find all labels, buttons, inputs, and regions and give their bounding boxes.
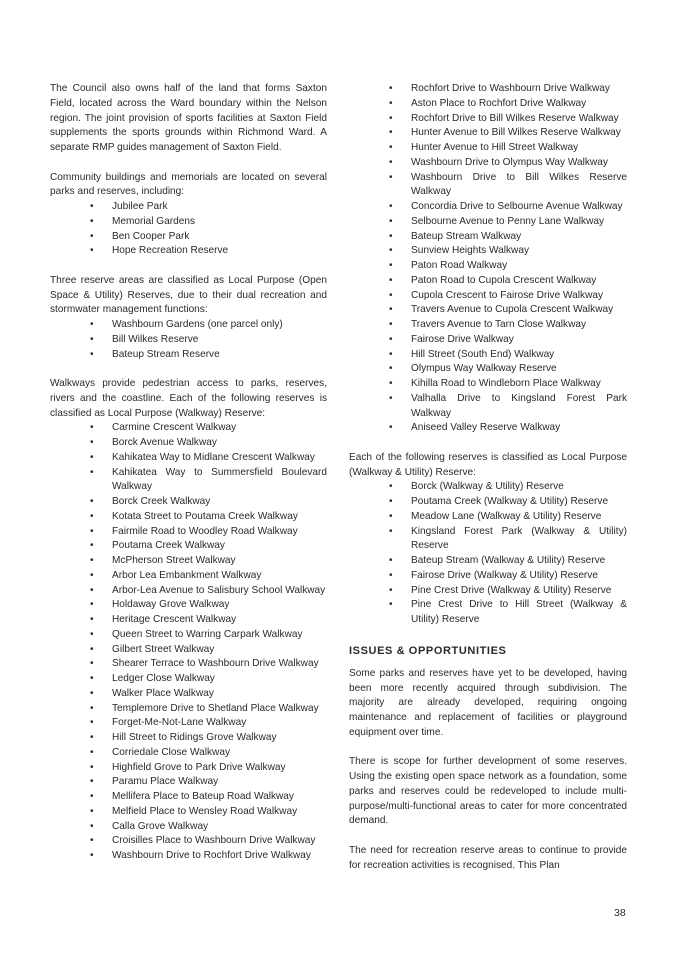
list-item: • Borck (Walkway & Utility) Reserve	[349, 480, 627, 495]
paragraph-local-purpose: Three reserve areas are classified as Local Purpose (Open Space & Utility) Reserves, due to their dual recreation and stormwater management functions:	[50, 274, 327, 316]
list-item: • Hill Street to Ridings Grove Walkway	[50, 731, 327, 746]
list-item: • Ben Cooper Park	[50, 230, 327, 245]
list-item: • Hill Street (South End) Walkway	[349, 348, 627, 363]
list-item: • Valhalla Drive to Kingsland Forest Park Walkway	[349, 392, 627, 422]
left-column	[50, 82, 327, 864]
list-item: • Poutama Creek (Walkway & Utility) Reserve	[349, 495, 627, 510]
right-column	[349, 82, 627, 873]
list-item: • Hunter Avenue to Hill Street Walkway	[349, 141, 627, 156]
spacer	[349, 628, 627, 642]
list-item: • Poutama Creek Walkway	[50, 539, 327, 554]
list-item: • Kihilla Road to Windleborn Place Walkway	[349, 377, 627, 392]
list-item: • Jubilee Park	[50, 200, 327, 215]
list-item: • Concordia Drive to Selbourne Avenue Walkway	[349, 200, 627, 215]
list-item: • Aston Place to Rochfort Drive Walkway	[349, 97, 627, 112]
list-item: • Bateup Stream Reserve	[50, 348, 327, 363]
list-item: • Fairmile Road to Woodley Road Walkway	[50, 525, 327, 540]
paragraph-walkways: Walkways provide pedestrian access to parks, reserves, rivers and the coastline. Each of the following reserves is classified as Local Purpose (Walkway) Reserve:	[50, 378, 327, 419]
list-item: • Ledger Close Walkway	[50, 672, 327, 687]
list-item: • Shearer Terrace to Washbourn Drive Walkway	[50, 657, 327, 672]
list-item: • Highfield Grove to Park Drive Walkway	[50, 761, 327, 776]
list-item: • Borck Avenue Walkway	[50, 436, 327, 451]
list-item: • Kingsland Forest Park (Walkway & Utility) Reserve	[349, 525, 627, 555]
list-item: • Forget-Me-Not-Lane Walkway	[50, 716, 327, 731]
list-item: • Washbourn Drive to Rochfort Drive Walkway	[50, 849, 327, 864]
list-item: • Carmine Crescent Walkway	[50, 421, 327, 436]
list-item: • Fairose Drive Walkway	[349, 333, 627, 348]
list-item: • Paton Road Walkway	[349, 259, 627, 274]
list-item: • McPherson Street Walkway	[50, 554, 327, 569]
list-item: • Sunview Heights Walkway	[349, 244, 627, 259]
list-item: • Walker Place Walkway	[50, 687, 327, 702]
spacer	[349, 829, 627, 844]
section-heading-issues: ISSUES & OPPORTUNITIES	[349, 644, 507, 657]
list-item: • Gilbert Street Walkway	[50, 643, 327, 658]
list-item: • Holdaway Grove Walkway	[50, 598, 327, 613]
paragraph-saxton-field: The Council also owns half of the land that forms Saxton Field, located across the Ward boundary within the Nelson region. The joint provision of sports facilities at Saxton Field supplements the sports grounds within Richmond Ward. A separate RMP guides management of Saxton Field.	[50, 83, 327, 153]
list-item: • Kahikatea Way to Summersfield Boulevard Walkway	[50, 466, 327, 496]
list-item: • Bateup Stream Walkway	[349, 230, 627, 245]
list-item: • Kotata Street to Poutama Creek Walkway	[50, 510, 327, 525]
list-item: • Hope Recreation Reserve	[50, 244, 327, 259]
page-number: 38	[614, 907, 626, 919]
list-item: • Rochfort Drive to Bill Wilkes Reserve Walkway	[349, 112, 627, 127]
list-item: • Hunter Avenue to Bill Wilkes Reserve Walkway	[349, 126, 627, 141]
list-item: • Fairose Drive (Walkway & Utility) Reserve	[349, 569, 627, 584]
walkway-list-continued	[349, 82, 627, 436]
list-item: • Pine Crest Drive (Walkway & Utility) Reserve	[349, 584, 627, 599]
list-item: • Washbourn Drive to Olympus Way Walkway	[349, 156, 627, 171]
spacer	[50, 259, 327, 274]
walkway-utility-list	[349, 480, 627, 628]
walkway-list	[50, 421, 327, 864]
list-item: • Melfield Place to Wensley Road Walkway	[50, 805, 327, 820]
spacer	[50, 362, 327, 377]
spacer	[349, 741, 627, 756]
list-item: • Kahikatea Way to Midlane Crescent Walkway	[50, 451, 327, 466]
list-item: • Rochfort Drive to Washbourn Drive Walkway	[349, 82, 627, 97]
spacer	[50, 156, 327, 171]
list-item: • Paton Road to Cupola Crescent Walkway	[349, 274, 627, 289]
list-item: • Arbor Lea Embankment Walkway	[50, 569, 327, 584]
list-item: • Olympus Way Walkway Reserve	[349, 362, 627, 377]
local-purpose-list	[50, 318, 327, 362]
paragraph-issues-3: The need for recreation reserve areas to continue to provide for recreation activities is recognised. This Plan	[349, 844, 627, 871]
list-item: • Washbourn Gardens (one parcel only)	[50, 318, 327, 333]
paragraph-walkway-utility: Each of the following reserves is classified as Local Purpose (Walkway & Utility) Reserve:	[349, 451, 627, 478]
list-item: • Arbor-Lea Avenue to Salisbury School Walkway	[50, 584, 327, 599]
list-item: • Bateup Stream (Walkway & Utility) Reserve	[349, 554, 627, 569]
list-item: • Aniseed Valley Reserve Walkway	[349, 421, 627, 436]
list-item: • Mellifera Place to Bateup Road Walkway	[50, 790, 327, 805]
list-item: • Borck Creek Walkway	[50, 495, 327, 510]
list-item: • Paramu Place Walkway	[50, 775, 327, 790]
list-item: • Memorial Gardens	[50, 215, 327, 230]
list-item: • Selbourne Avenue to Penny Lane Walkway	[349, 215, 627, 230]
list-item: • Travers Avenue to Tarn Close Walkway	[349, 318, 627, 333]
list-item: • Cupola Crescent to Fairose Drive Walkway	[349, 289, 627, 304]
paragraph-issues-2: There is scope for further development of some reserves. Using the existing open space network as a foundation, some parks and reserves could be redeveloped to include multi-purpose/multi-functional areas to cater for more concentrated demand.	[349, 756, 627, 827]
community-list	[50, 200, 327, 259]
spacer	[349, 660, 627, 667]
list-item: • Heritage Crescent Walkway	[50, 613, 327, 628]
paragraph-issues-1: Some parks and reserves have yet to be developed, having been more recently acquired through subdivision. The majority are already developed, requiring ongoing maintenance and replacement of facilities or playground equipment over time.	[349, 667, 627, 738]
list-item: • Travers Avenue to Cupola Crescent Walkway	[349, 303, 627, 318]
paragraph-community-buildings: Community buildings and memorials are located on several parks and reserves, including:	[50, 171, 327, 198]
list-item: • Meadow Lane (Walkway & Utility) Reserve	[349, 510, 627, 525]
spacer	[349, 436, 627, 451]
list-item: • Corriedale Close Walkway	[50, 746, 327, 761]
list-item: • Bill Wilkes Reserve	[50, 333, 327, 348]
list-item: • Croisilles Place to Washbourn Drive Walkway	[50, 834, 327, 849]
list-item: • Washbourn Drive to Bill Wilkes Reserve Walkway	[349, 171, 627, 201]
list-item: • Pine Crest Drive to Hill Street (Walkway & Utility) Reserve	[349, 598, 627, 628]
list-item: • Templemore Drive to Shetland Place Walkway	[50, 702, 327, 717]
list-item: • Calla Grove Walkway	[50, 820, 327, 835]
list-item: • Queen Street to Warring Carpark Walkway	[50, 628, 327, 643]
